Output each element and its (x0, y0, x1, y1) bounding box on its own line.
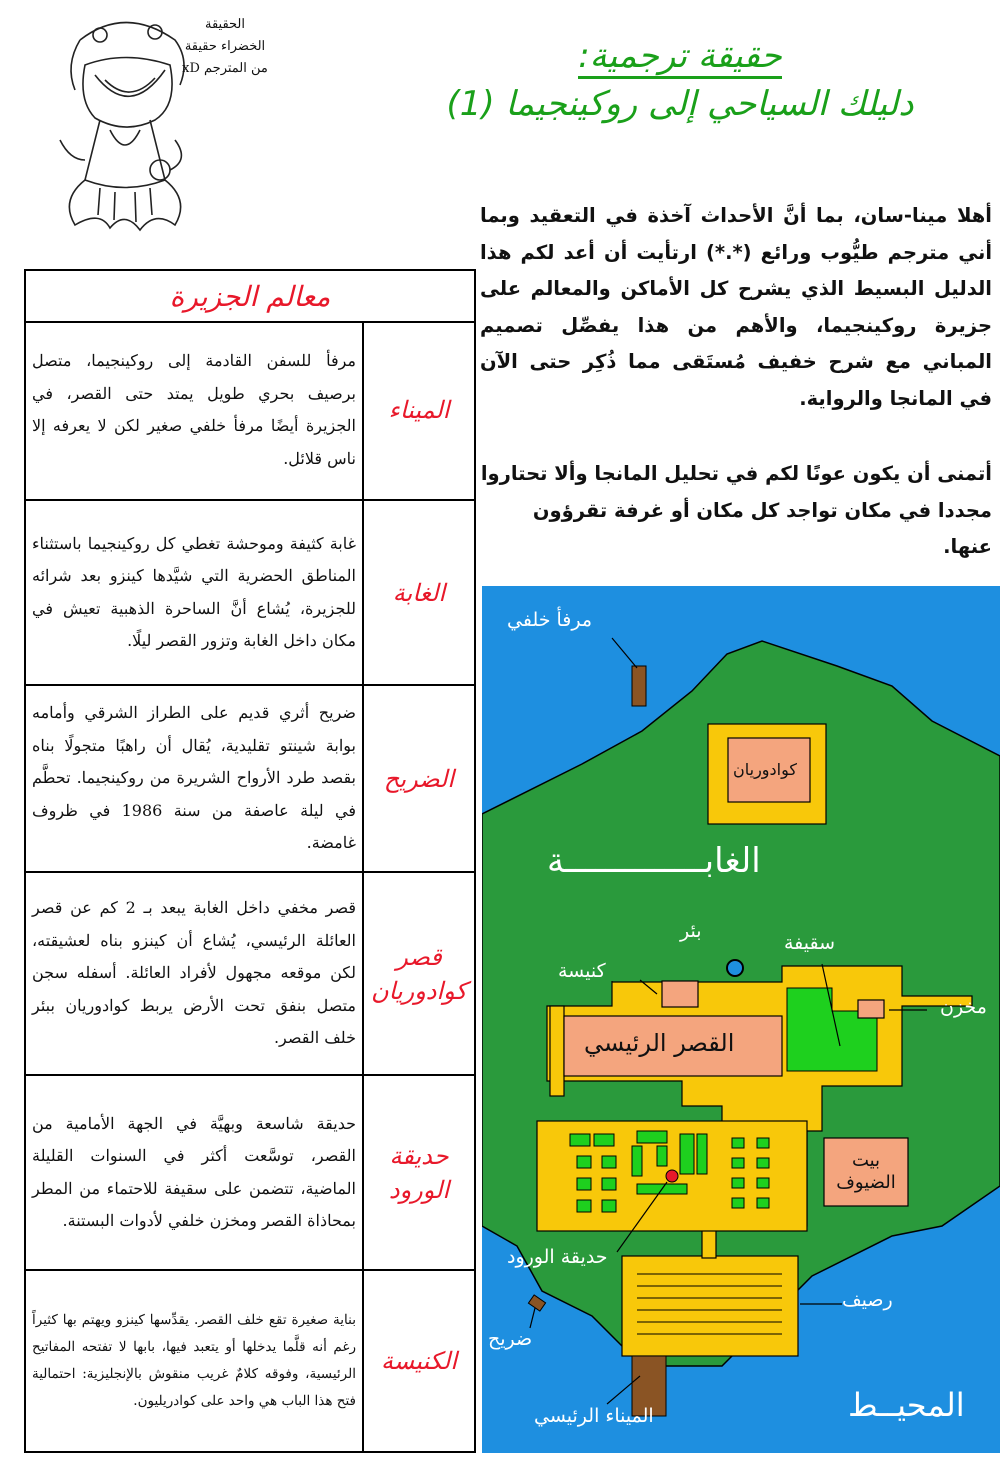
pier (622, 1256, 798, 1356)
landmark-name: قصر كوادوريان (362, 873, 474, 1074)
chapel-building (662, 981, 698, 1007)
back-dock (632, 666, 646, 706)
map-label-well: بئر (680, 920, 702, 942)
map-label-back-dock: مرفأ خلفي (507, 609, 593, 631)
landmark-description-cell (32, 321, 356, 499)
intro-paragraph-2: أتمنى أن يكون عونًا لكم في تحليل المانجا وألا تحتاروا مجددا في مكان تواجد كل مكان أو غرفة تقرؤون عنها. (480, 462, 992, 558)
map-label-guesthouse: بيت الضيوف (836, 1150, 896, 1193)
map-label-main-mansion: القصر الرئيسي (584, 1029, 735, 1057)
landmark-name: الغابة (362, 501, 474, 684)
map-label-shrine: ضريح (488, 1328, 533, 1350)
table-row (26, 873, 474, 1076)
landmark-description: قصر مخفي داخل الغابة يبعد بـ 2 كم عن قصر العائلة الرئيسي، يُشاع أن كينزو بناه لعشيقته، لكن موقعه مجهول لأفراد العائلة. أسفله سجن متصل بنفق تحت الأرض يربط كوادوريان ببئر خلف القصر. (32, 898, 356, 1048)
table-row (26, 1271, 474, 1451)
landmark-description: مرفأ للسفن القادمة إلى روكينجيما، متصل برصيف بحري طويل يمتد حتى القصر، في الجزيرة أيضًا مرفأ خلفي صغير لكن لا يعرفه إلا ناس قلائل. (32, 351, 356, 468)
landmark-name: الميناء (362, 321, 474, 499)
map-label-gazebo: سقيفة (784, 932, 836, 954)
landmark-description-cell (32, 501, 356, 684)
landmark-description-cell (32, 1271, 356, 1451)
landmark-description-cell (32, 873, 356, 1074)
map-label-main-dock: الميناء الرئيسي (534, 1405, 654, 1427)
island-map (482, 586, 1000, 1453)
landmark-description: ضريح أثري قديم على الطراز الشرقي وأمامه بوابة شينتو تقليدية، يُقال أن راهبًا متجولًا بناه بقصد طرد الأرواح الشريرة من روكينجيما. تحطَّم في ليلة عاصفة من سنة 1986 في ظروف غامضة. (32, 703, 357, 853)
table-row (26, 686, 474, 873)
map-label-ocean: المحيــط (848, 1386, 965, 1424)
table-row (26, 1076, 474, 1271)
landmark-name: حديقة الورود (362, 1076, 474, 1269)
landmark-description: حديقة شاسعة وبهيَّة في الجهة الأمامية من القصر، توسَّعت أكثر في السنوات القليلة الماضية، تتضمن على سقيفة للاحتماء من المطر بمحاذاة القصر ومخزن خلفي لأدوات البستنة. (32, 1113, 356, 1230)
landmark-description-cell (32, 1076, 356, 1269)
landmark-description: بناية صغيرة تقع خلف القصر. يقدِّسها كينزو ويهتم بها كثيراً رغم أنه قلَّما يدخلها أو يتعبد فيها، بابها لا تفتحه المفاتيح الرئيسية، وفوقه كلامٌ غريب منقوش بالإنجليزية: احتمالية فتح هذا الباب هي واحد على كوادريليون. (32, 1312, 356, 1409)
mansion-west-wing (550, 1006, 564, 1096)
table-row (26, 321, 474, 501)
map-label-forest: الغابــــــــــــــة (547, 841, 761, 881)
island-map-graphic (482, 586, 1000, 1453)
map-label-storehouse: مخزن (940, 996, 987, 1018)
landmark-description-cell (32, 686, 356, 871)
landmark-name: الضريح (362, 686, 474, 871)
map-label-rose-garden: حديقة الورود (507, 1246, 608, 1268)
table-heading: معالم الجزيرة (26, 271, 474, 323)
map-label-chapel: كنيسة (558, 960, 606, 982)
page-title-text: حقيقة ترجمية: (578, 36, 782, 79)
page-subtitle: دليلك السياحي إلى روكينجيما (1) (446, 84, 914, 124)
landmark-description: غابة كثيفة وموحشة تغطي كل روكينجيما باستثناء المناطق الحضرية التي شيَّدها كينزو بعد شرائه للجزيرة، يُشاع أنَّ الساحرة الذهبية تعيش في مكان داخل الغابة وتزور القصر ليلًا. (32, 533, 356, 650)
landmark-name: الكنيسة (362, 1271, 474, 1451)
fountain-marker (666, 1170, 678, 1182)
storehouse-building (858, 1000, 884, 1018)
mascot-caption-line: الحقيقة (204, 17, 245, 32)
map-label-kuwadorian: كوادوريان (733, 760, 797, 779)
landmarks-table (24, 269, 476, 1453)
mascot-caption-line: من المترجم xD (182, 61, 268, 76)
intro-paragraph: أهلا مينا-سان، بما أنَّ الأحداث آخذة في التعقيد وبما أني مترجم طيُّوب ورائع (*.*) ارتأيت أن أعد لكم هذا الدليل البسيط الذي يشرح كل الأماكن والمعالم على جزيرة روكينجيما، والأهم من هذا يفصِّل تصميم المباني مع شرح خفيف مُستَقى مما ذُكِر حتى الآن في المانجا والرواية. (480, 204, 992, 410)
well-marker (727, 960, 743, 976)
mascot-caption (150, 14, 300, 80)
map-label-pier: رصيف (842, 1289, 893, 1311)
table-row (26, 501, 474, 686)
page-title (530, 36, 830, 76)
mascot-caption-line: الخضراء حقيقة (184, 39, 266, 54)
